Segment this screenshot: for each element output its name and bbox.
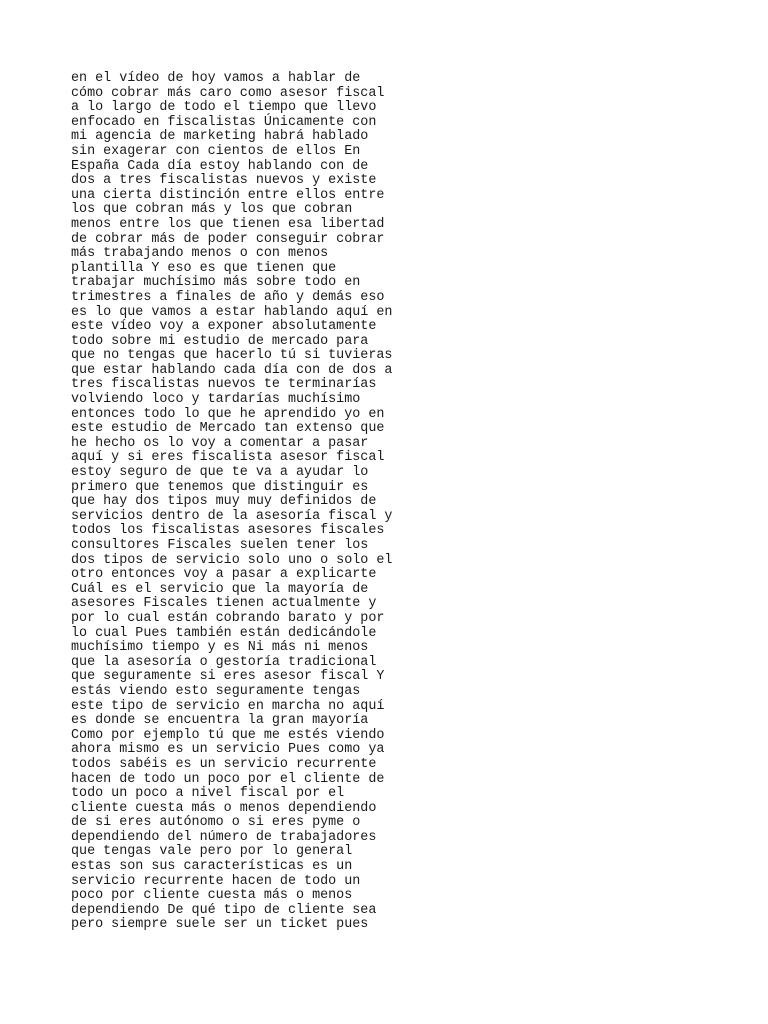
text-line: estás viendo esto seguramente tengas xyxy=(71,683,361,699)
text-line: dos a tres fiscalistas nuevos y existe xyxy=(71,173,377,189)
text-line: hacen de todo un poco por el cliente de xyxy=(71,771,385,787)
text-line: a lo largo de todo el tiempo que llevo xyxy=(71,100,377,116)
text-line: Cuál es el servicio que la mayoría de xyxy=(71,581,369,597)
text-line: de cobrar más de poder conseguir cobrar xyxy=(71,231,385,247)
text-line: trimestres a finales de año y demás eso xyxy=(71,289,385,305)
text-line: que tengas vale pero por lo general xyxy=(71,844,353,860)
text-line: poco por cliente cuesta más o menos xyxy=(71,888,353,904)
text-line: dos tipos de servicio solo uno o solo el xyxy=(71,552,393,568)
text-line: que la asesoría o gestoría tradicional xyxy=(71,654,377,670)
text-line: aquí y si eres fiscalista asesor fiscal xyxy=(71,450,385,466)
text-line: mi agencia de marketing habrá hablado xyxy=(71,129,369,145)
text-line: que no tengas que hacerlo tú si tuvieras xyxy=(71,348,393,364)
text-line: sin exagerar con cientos de ellos En xyxy=(71,143,361,159)
text-line: otro entonces voy a pasar a explicarte xyxy=(71,567,377,583)
text-line: más trabajando menos o con menos xyxy=(71,246,329,262)
text-line: todo un poco a nivel fiscal por el xyxy=(71,786,345,802)
text-line: Como por ejemplo tú que me estés viendo xyxy=(71,727,385,743)
text-line: lo cual Pues también están dedicándole xyxy=(71,625,377,641)
text-line: entonces todo lo que he aprendido yo en xyxy=(71,406,385,422)
text-line: que seguramente si eres asesor fiscal Y xyxy=(71,669,385,685)
text-line: de si eres autónomo o si eres pyme o xyxy=(71,815,361,831)
text-line: en el vídeo de hoy vamos a hablar de xyxy=(71,71,361,86)
text-line: servicios dentro de la asesoría fiscal y xyxy=(71,508,393,524)
text-line: todo sobre mi estudio de mercado para xyxy=(71,333,369,349)
transcript-text-block xyxy=(71,72,392,933)
text-line: trabajar muchísimo más sobre todo en xyxy=(71,275,361,291)
text-line: dependiendo del número de trabajadores xyxy=(71,829,377,845)
text-line: tres fiscalistas nuevos te terminarías xyxy=(71,377,377,393)
text-line: todos los fiscalistas asesores fiscales xyxy=(71,523,385,539)
text-line: los que cobran más y los que cobran xyxy=(71,202,353,218)
text-line: España Cada día estoy hablando con de xyxy=(71,158,369,174)
text-line: enfocado en fiscalistas Únicamente con xyxy=(71,114,377,130)
text-line: por lo cual están cobrando barato y por xyxy=(71,610,385,626)
text-line: pero siempre suele ser un ticket pues xyxy=(71,917,369,933)
text-line: volviendo loco y tardarías muchísimo xyxy=(71,392,361,408)
text-line: estoy seguro de que te va a ayudar lo xyxy=(71,465,369,481)
text-line: menos entre los que tienen esa libertad xyxy=(71,216,385,232)
text-line: este tipo de servicio en marcha no aquí xyxy=(71,698,385,714)
text-line: es donde se encuentra la gran mayoría xyxy=(71,713,369,729)
text-line: este vídeo voy a exponer absolutamente xyxy=(71,319,377,335)
text-line: que estar hablando cada día con de dos a xyxy=(71,362,393,378)
text-line: este estudio de Mercado tan extenso que xyxy=(71,421,385,437)
text-line: asesores Fiscales tienen actualmente y xyxy=(71,596,377,612)
text-line: servicio recurrente hacen de todo un xyxy=(71,873,361,889)
text-line: que hay dos tipos muy muy definidos de xyxy=(71,494,377,510)
text-line: todos sabéis es un servicio recurrente xyxy=(71,756,377,772)
text-line: dependiendo De qué tipo de cliente sea xyxy=(71,902,377,918)
text-line: primero que tenemos que distinguir es xyxy=(71,479,369,495)
text-line: muchísimo tiempo y es Ni más ni menos xyxy=(71,640,369,656)
text-line: es lo que vamos a estar hablando aquí en xyxy=(71,304,393,320)
text-line: he hecho os lo voy a comentar a pasar xyxy=(71,435,369,451)
text-line: estas son sus características es un xyxy=(71,859,353,875)
text-line: una cierta distinción entre ellos entre xyxy=(71,187,385,203)
text-line: cómo cobrar más caro como asesor fiscal xyxy=(71,85,385,101)
text-line: plantilla Y eso es que tienen que xyxy=(71,260,337,276)
text-line: cliente cuesta más o menos dependiendo xyxy=(71,800,377,816)
text-line: consultores Fiscales suelen tener los xyxy=(71,538,369,553)
text-line: ahora mismo es un servicio Pues como ya xyxy=(71,742,385,758)
